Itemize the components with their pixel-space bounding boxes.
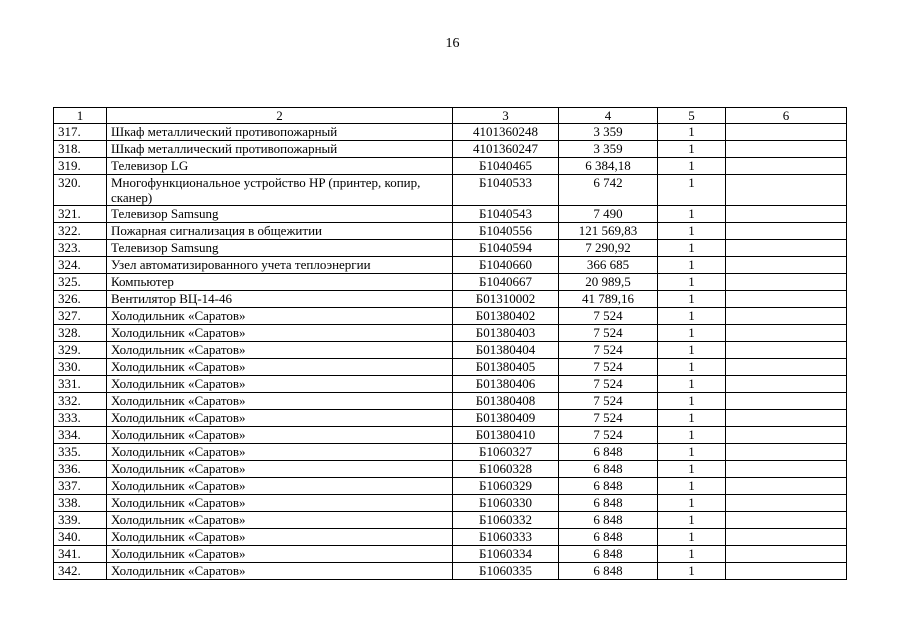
item-quantity: 1 (658, 478, 726, 495)
table-row (54, 274, 847, 291)
item-note (726, 427, 847, 444)
row-number: 335. (54, 444, 107, 461)
inventory-code: Б1040543 (453, 206, 559, 223)
item-note (726, 274, 847, 291)
inventory-code: Б1060332 (453, 512, 559, 529)
item-cost: 7 524 (559, 308, 658, 325)
row-number: 326. (54, 291, 107, 308)
row-number: 325. (54, 274, 107, 291)
row-number: 339. (54, 512, 107, 529)
row-number: 342. (54, 563, 107, 580)
table-row (54, 410, 847, 427)
item-cost: 7 524 (559, 393, 658, 410)
item-quantity: 1 (658, 495, 726, 512)
inventory-code: Б01380406 (453, 376, 559, 393)
item-name: Холодильник «Саратов» (107, 427, 453, 444)
item-quantity: 1 (658, 461, 726, 478)
inventory-table (53, 107, 847, 580)
row-number: 324. (54, 257, 107, 274)
row-number: 329. (54, 342, 107, 359)
inventory-code: Б1060329 (453, 478, 559, 495)
column-header: 5 (658, 108, 726, 124)
inventory-code: Б1060335 (453, 563, 559, 580)
item-quantity: 1 (658, 444, 726, 461)
inventory-code: Б1060328 (453, 461, 559, 478)
item-note (726, 158, 847, 175)
item-name: Пожарная сигнализация в общежитии (107, 223, 453, 240)
inventory-code: Б01380405 (453, 359, 559, 376)
table-row (54, 478, 847, 495)
item-name: Холодильник «Саратов» (107, 410, 453, 427)
column-header: 3 (453, 108, 559, 124)
item-note (726, 291, 847, 308)
item-quantity: 1 (658, 512, 726, 529)
item-note (726, 563, 847, 580)
item-cost: 6 848 (559, 478, 658, 495)
row-number: 320. (54, 175, 107, 206)
table-row (54, 206, 847, 223)
item-name: Узел автоматизированного учета теплоэнергии (107, 257, 453, 274)
row-number: 332. (54, 393, 107, 410)
inventory-code: Б1060327 (453, 444, 559, 461)
item-note (726, 529, 847, 546)
table-row (54, 291, 847, 308)
inventory-code: Б1060334 (453, 546, 559, 563)
item-name: Холодильник «Саратов» (107, 342, 453, 359)
item-quantity: 1 (658, 308, 726, 325)
item-cost: 7 524 (559, 376, 658, 393)
item-note (726, 376, 847, 393)
item-note (726, 444, 847, 461)
item-cost: 6 848 (559, 529, 658, 546)
table-row (54, 257, 847, 274)
item-cost: 6 742 (559, 175, 658, 206)
item-cost: 7 524 (559, 325, 658, 342)
item-note (726, 308, 847, 325)
item-quantity: 1 (658, 427, 726, 444)
item-name: Компьютер (107, 274, 453, 291)
item-cost: 7 524 (559, 359, 658, 376)
inventory-code: Б1040594 (453, 240, 559, 257)
column-header: 6 (726, 108, 847, 124)
item-cost: 6 848 (559, 461, 658, 478)
header-row (54, 108, 847, 124)
item-name: Холодильник «Саратов» (107, 393, 453, 410)
table-row (54, 512, 847, 529)
inventory-code: Б01380408 (453, 393, 559, 410)
inventory-code: 4101360248 (453, 124, 559, 141)
table-row (54, 124, 847, 141)
item-cost: 3 359 (559, 141, 658, 158)
row-number: 318. (54, 141, 107, 158)
row-number: 333. (54, 410, 107, 427)
item-name: Холодильник «Саратов» (107, 359, 453, 376)
table-row (54, 223, 847, 240)
table-row (54, 427, 847, 444)
item-cost: 366 685 (559, 257, 658, 274)
table-row (54, 325, 847, 342)
item-note (726, 206, 847, 223)
item-name: Шкаф металлический противопожарный (107, 141, 453, 158)
item-cost: 3 359 (559, 124, 658, 141)
item-note (726, 359, 847, 376)
row-number: 336. (54, 461, 107, 478)
item-quantity: 1 (658, 240, 726, 257)
inventory-code: Б01310002 (453, 291, 559, 308)
row-number: 317. (54, 124, 107, 141)
item-note (726, 546, 847, 563)
item-note (726, 495, 847, 512)
row-number: 334. (54, 427, 107, 444)
inventory-code: Б01380403 (453, 325, 559, 342)
item-quantity: 1 (658, 291, 726, 308)
item-cost: 6 848 (559, 495, 658, 512)
item-name: Холодильник «Саратов» (107, 478, 453, 495)
table-row (54, 461, 847, 478)
item-note (726, 478, 847, 495)
item-quantity: 1 (658, 410, 726, 427)
table-row (54, 444, 847, 461)
row-number: 338. (54, 495, 107, 512)
inventory-code: Б1060333 (453, 529, 559, 546)
inventory-code: Б1060330 (453, 495, 559, 512)
row-number: 322. (54, 223, 107, 240)
inventory-code: Б01380404 (453, 342, 559, 359)
table-row (54, 376, 847, 393)
item-name: Холодильник «Саратов» (107, 308, 453, 325)
item-cost: 6 848 (559, 512, 658, 529)
item-note (726, 512, 847, 529)
item-quantity: 1 (658, 257, 726, 274)
item-note (726, 124, 847, 141)
item-quantity: 1 (658, 393, 726, 410)
row-number: 328. (54, 325, 107, 342)
inventory-code: Б1040660 (453, 257, 559, 274)
item-cost: 6 848 (559, 546, 658, 563)
item-note (726, 410, 847, 427)
inventory-code: 4101360247 (453, 141, 559, 158)
item-quantity: 1 (658, 359, 726, 376)
row-number: 337. (54, 478, 107, 495)
item-name: Холодильник «Саратов» (107, 563, 453, 580)
item-name: Телевизор Samsung (107, 240, 453, 257)
inventory-code: Б1040556 (453, 223, 559, 240)
item-quantity: 1 (658, 376, 726, 393)
item-cost: 7 524 (559, 410, 658, 427)
table-row (54, 359, 847, 376)
item-name: Холодильник «Саратов» (107, 461, 453, 478)
table-body (54, 124, 847, 580)
item-quantity: 1 (658, 529, 726, 546)
inventory-code: Б1040533 (453, 175, 559, 206)
item-cost: 7 490 (559, 206, 658, 223)
table-row (54, 342, 847, 359)
item-quantity: 1 (658, 124, 726, 141)
row-number: 330. (54, 359, 107, 376)
item-quantity: 1 (658, 223, 726, 240)
item-note (726, 461, 847, 478)
table-row (54, 141, 847, 158)
item-quantity: 1 (658, 141, 726, 158)
item-quantity: 1 (658, 546, 726, 563)
table-row (54, 175, 847, 206)
item-quantity: 1 (658, 274, 726, 291)
item-name: Холодильник «Саратов» (107, 546, 453, 563)
item-quantity: 1 (658, 563, 726, 580)
row-number: 321. (54, 206, 107, 223)
item-name: Шкаф металлический противопожарный (107, 124, 453, 141)
page-number: 16 (445, 36, 460, 51)
item-name: Холодильник «Саратов» (107, 512, 453, 529)
item-cost: 6 848 (559, 563, 658, 580)
item-cost: 7 524 (559, 342, 658, 359)
item-note (726, 175, 847, 206)
item-cost: 7 524 (559, 427, 658, 444)
row-number: 323. (54, 240, 107, 257)
item-name: Многофункциональное устройство HP (принтер, копир, сканер) (107, 175, 453, 206)
item-cost: 20 989,5 (559, 274, 658, 291)
item-cost: 7 290,92 (559, 240, 658, 257)
item-quantity: 1 (658, 206, 726, 223)
item-note (726, 342, 847, 359)
inventory-code: Б1040465 (453, 158, 559, 175)
row-number: 340. (54, 529, 107, 546)
item-name: Вентилятор ВЦ-14-46 (107, 291, 453, 308)
item-cost: 121 569,83 (559, 223, 658, 240)
item-quantity: 1 (658, 175, 726, 206)
item-note (726, 223, 847, 240)
inventory-code: Б1040667 (453, 274, 559, 291)
table-row (54, 546, 847, 563)
row-number: 331. (54, 376, 107, 393)
column-header: 1 (54, 108, 107, 124)
item-note (726, 240, 847, 257)
item-quantity: 1 (658, 158, 726, 175)
item-quantity: 1 (658, 325, 726, 342)
inventory-code: Б01380402 (453, 308, 559, 325)
item-cost: 41 789,16 (559, 291, 658, 308)
table-row (54, 158, 847, 175)
table-row (54, 308, 847, 325)
column-header: 2 (107, 108, 453, 124)
item-cost: 6 848 (559, 444, 658, 461)
item-name: Холодильник «Саратов» (107, 444, 453, 461)
table-row (54, 529, 847, 546)
item-name: Холодильник «Саратов» (107, 495, 453, 512)
item-name: Холодильник «Саратов» (107, 376, 453, 393)
item-name: Холодильник «Саратов» (107, 325, 453, 342)
item-note (726, 257, 847, 274)
column-header: 4 (559, 108, 658, 124)
inventory-code: Б01380409 (453, 410, 559, 427)
item-name: Телевизор Samsung (107, 206, 453, 223)
item-note (726, 141, 847, 158)
table-row (54, 563, 847, 580)
row-number: 341. (54, 546, 107, 563)
table-row (54, 495, 847, 512)
item-cost: 6 384,18 (559, 158, 658, 175)
row-number: 327. (54, 308, 107, 325)
item-name: Телевизор LG (107, 158, 453, 175)
item-note (726, 325, 847, 342)
item-quantity: 1 (658, 342, 726, 359)
table-row (54, 393, 847, 410)
item-note (726, 393, 847, 410)
table-row (54, 240, 847, 257)
item-name: Холодильник «Саратов» (107, 529, 453, 546)
inventory-code: Б01380410 (453, 427, 559, 444)
row-number: 319. (54, 158, 107, 175)
